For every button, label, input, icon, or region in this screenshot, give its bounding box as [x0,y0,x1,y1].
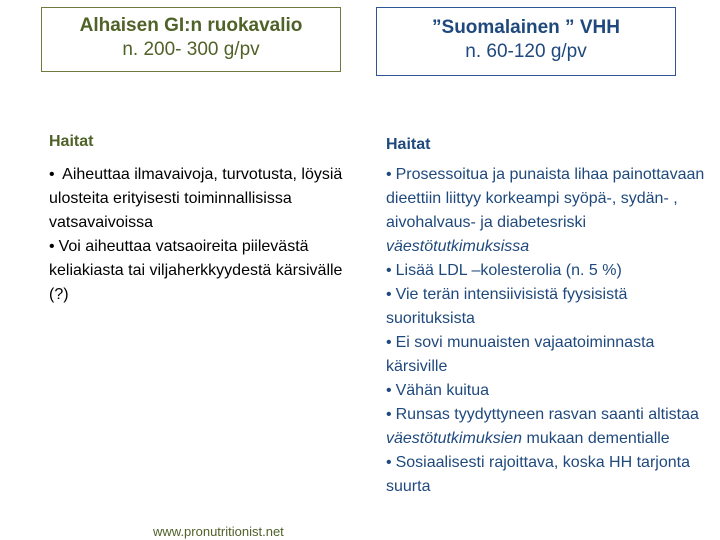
list-item [49,163,349,235]
right-heading: Haitat [386,136,431,153]
right-column [386,133,706,499]
list-item-text-tail: mukaan dementialle [522,430,670,447]
left-column [49,130,349,307]
list-item [386,403,706,451]
list-item-text: Lisää LDL –kolesterolia (n. 5 %) [395,262,622,279]
left-box-title: Alhaisen GI:n ruokavalio [79,15,303,36]
list-item-text: Aiheuttaa ilmavaivoja, turvotusta, löysiä ulosteita erityisesti toiminnallisissa vatsavaivoissa [49,166,343,231]
list-item-text: Vie terän intensiivisistä fyysisistä suorituksista [386,286,628,327]
list-item [386,163,706,259]
right-bullet-list [386,163,706,499]
bullet-icon: • [49,166,55,183]
bullet-icon: • [386,406,392,423]
list-item [386,331,706,379]
list-item-text: Vähän kuitua [395,382,490,399]
list-item [386,451,706,499]
right-header-box [376,7,676,76]
list-item-emphasis: väestötutkimuksien [386,430,523,447]
list-item-text: Runsas tyydyttyneen rasvan saanti altistaa [395,406,699,423]
footer-url: www.pronutritionist.net [153,524,284,539]
bullet-icon: • [386,166,392,183]
right-box-subtitle: n. 60-120 g/pv [465,41,587,62]
left-header-box [41,7,341,72]
bullet-icon: • [386,262,392,279]
left-bullet-list [49,163,349,307]
left-heading: Haitat [49,133,94,150]
list-item [49,235,349,307]
left-box-subtitle: n. 200- 300 g/pv [122,39,260,60]
list-item [386,379,706,403]
bullet-icon: • [386,334,392,351]
bullet-icon: • [49,238,55,255]
list-item [386,259,706,283]
list-item [386,283,706,331]
bullet-icon: • [386,382,392,399]
list-item-text: Ei sovi munuaisten vajaatoiminnasta kärsiville [386,334,655,375]
list-item-text: Voi aiheuttaa vatsaoireita piilevästä keliakiasta tai viljaherkkyydestä kärsivälle (?) [49,238,343,303]
list-item-emphasis: väestötutkimuksissa [386,238,530,255]
right-box-title: ”Suomalainen ” VHH [432,17,620,38]
bullet-icon: • [386,286,392,303]
list-item-text: Prosessoitua ja punaista lihaa painottavaan dieettiin liittyy korkeampi syöpä-, sydän- , aivohalvaus- ja diabetesriski [386,166,705,231]
bullet-icon: • [386,454,392,471]
list-item-text: Sosiaalisesti rajoittava, koska HH tarjonta suurta [386,454,690,495]
